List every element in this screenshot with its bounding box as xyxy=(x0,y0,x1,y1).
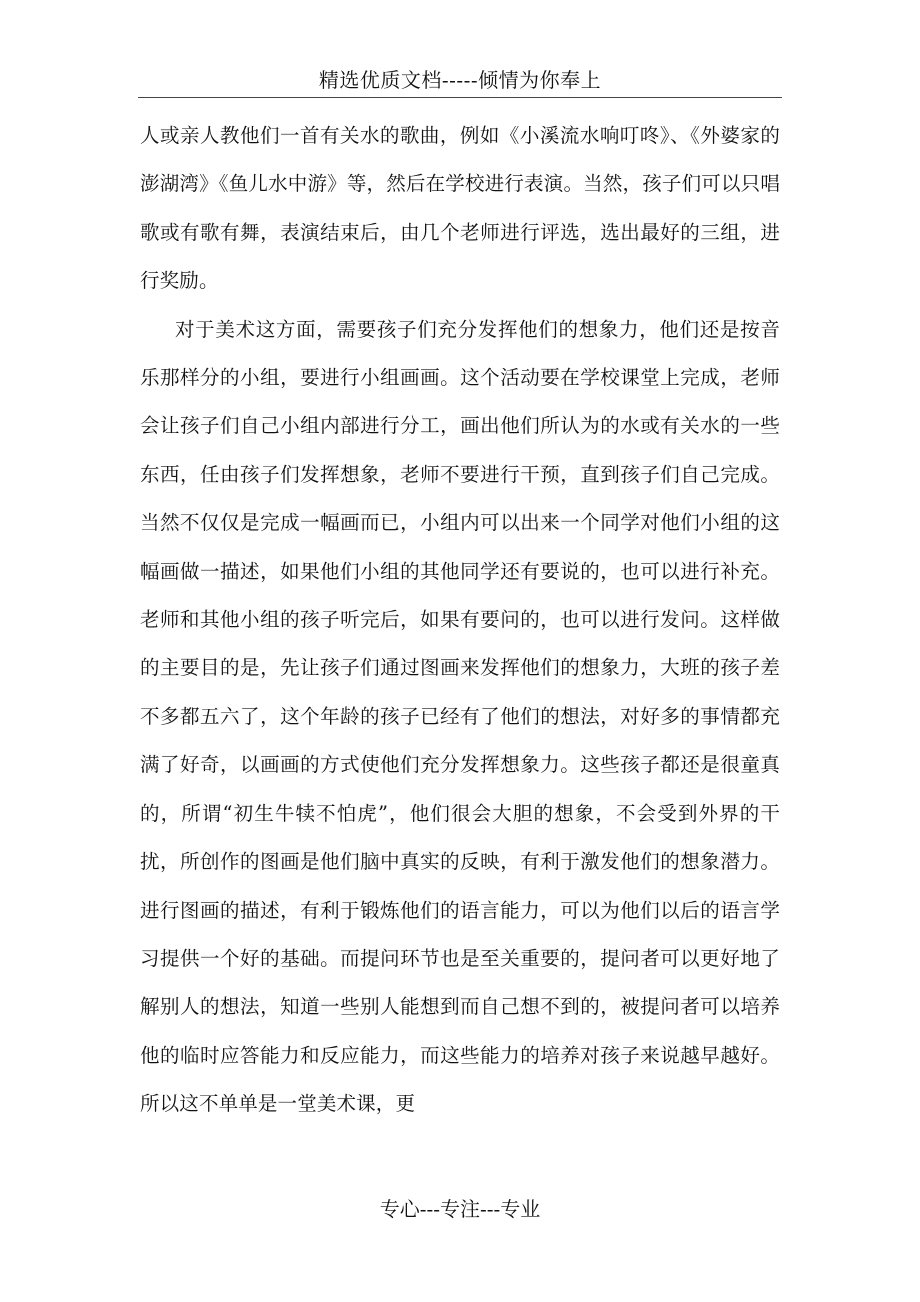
page-header: 精选优质文档-----倾情为你奉上 xyxy=(318,68,602,92)
header-divider xyxy=(138,97,782,98)
page-footer: 专心---专注---专业 xyxy=(379,1197,541,1221)
paragraph-continuation: 人或亲人教他们一首有关水的歌曲，例如《小溪流水响叮咚》、《外婆家的澎湖湾》《鱼儿水中游》等，然后在学校进行表演。当然，孩子们可以只唱歌或有歌有舞，表演结束后，由几个老师进行评选，选出最好的三组，进行奖励。 xyxy=(140,124,780,293)
document-body xyxy=(140,112,780,1129)
paragraph-art-activity: 对于美术这方面，需要孩子们充分发挥他们的想象力，他们还是按音乐那样分的小组，要进行小组画画。这个活动要在学校课堂上完成，老师会让孩子们自己小组内部进行分工，画出他们所认为的水或有关水的一些东西，任由孩子们发挥想象，老师不要进行干预，直到孩子们自己完成。当然不仅仅是完成一幅画而已，小组内可以出来一个同学对他们小组的这幅画做一描述，如果他们小组的其他同学还有要说的，也可以进行补充。老师和其他小组的孩子听完后，如果有要问的，也可以进行发问。这样做的主要目的是，先让孩子们通过图画来发挥他们的想象力，大班的孩子差不多都五六了，这个年龄的孩子已经有了他们的想法，对好多的事情都充满了好奇，以画画的方式使他们充分发挥想象力。这些孩子都还是很童真的，所谓“初生牛犊不怕虎”，他们很会大胆的想象，不会受到外界的干扰，所创作的图画是他们脑中真实的反映，有利于激发他们的想象潜力。进行图画的描述，有利于锻炼他们的语言能力，可以为他们以后的语言学习提供一个好的基础。而提问环节也是至关重要的，提问者可以更好地了解别人的想法，知道一些别人能想到而自己想不到的，被提问者可以培养他的临时应答能力和反应能力，而这些能力的培养对孩子来说越早越好。所以这不单单是一堂美术课，更 xyxy=(140,317,780,1116)
